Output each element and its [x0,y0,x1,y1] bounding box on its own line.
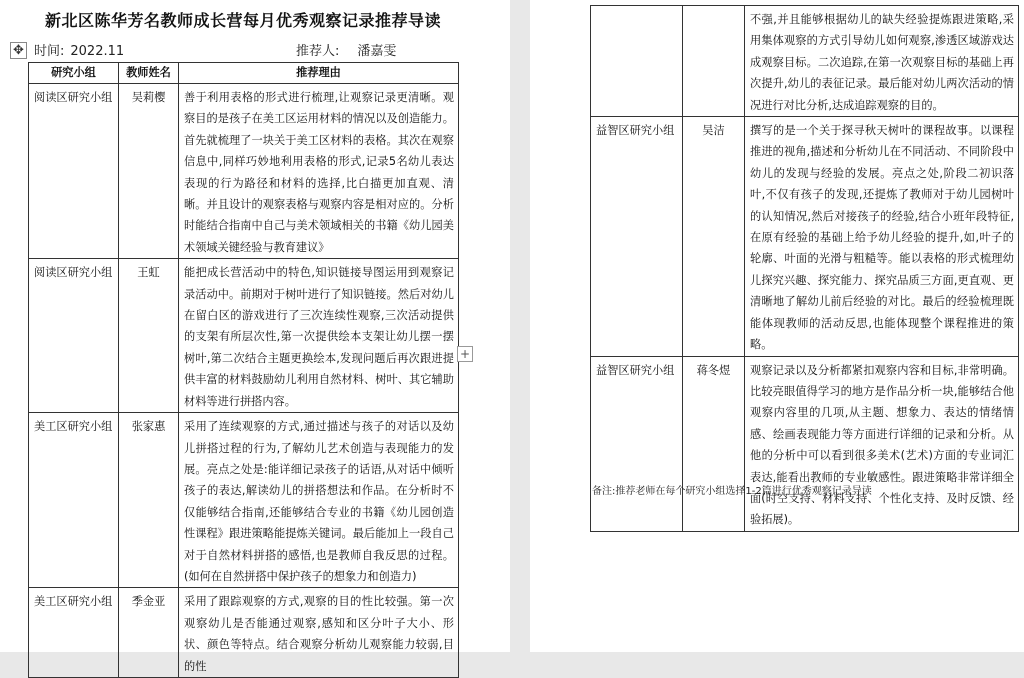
recommender-line [296,40,396,59]
teacher-cell: 王虹 [119,259,179,413]
reason-cell: 采用了连续观察的方式,通过描述与孩子的对话以及幼儿拼搭过程的行为,了解幼儿艺术创造与表现能力的发展。亮点之处是:能详细记录孩子的话语,从对话中倾听孩子的表达,解读幼儿的拼搭想法和作品。在分析时不仅能够结合指南,还能够结合专业的书籍《幼儿园创造性课程》跟进策略能提炼关键词。最后能加上一段自己对于自然材料拼搭的感悟,也是教师自我反思的过程。(如何在自然拼搭中保护孩子的想象力和创造力) [179,413,459,588]
reason-cell: 不强,并且能够根据幼儿的缺失经验提炼跟进策略,采用集体观察的方式引导幼儿如何观察,渗透区域游戏达成观察目标。二次追踪,在第一次观察目标的基础上再次提升,幼儿的表征记录。最后能对幼儿两次活动的情况进行对比分析,达成追踪观察的目的。 [745,6,1019,117]
recommendation-table [28,62,459,678]
table-row [591,117,1019,356]
document-page-left [0,0,510,673]
teacher-cell: 蒋冬煜 [683,356,745,531]
date-line [34,40,124,59]
teacher-cell: 吴洁 [683,117,745,356]
table-header-row [29,63,459,84]
teacher-cell: 张家惠 [119,413,179,588]
header-group: 研究小组 [29,63,119,84]
reason-cell: 撰写的是一个关于探寻秋天树叶的课程故事。以课程推进的视角,描述和分析幼儿在不同活动、不同阶段中幼儿的发现与经验的发展。亮点之处,阶段二初识落叶,不仅有孩子的发现,还提炼了教师对于幼儿园树叶的认知情况,然后对接孩子的经验,结合小班年段特征,在原有经验的基础上给予幼儿经验的提升,如,叶子的轮廓、叶面的光滑与粗糙等。能以表格的形式梳理幼儿探究兴趣、探究能力、探究品质三方面,更直观、更清晰地了解幼儿前后经验的对比。最后的经验梳理既能体现教师的活动反思,也能体现整个课程推进的策略。 [745,117,1019,356]
table-row [29,259,459,413]
group-cell: 阅读区研究小组 [29,259,119,413]
document-title: 新北区陈华芳名教师成长营每月优秀观察记录推荐导读 [44,11,441,30]
table-row [29,413,459,588]
group-cell: 益智区研究小组 [591,356,683,531]
group-cell: 益智区研究小组 [591,117,683,356]
recommendation-table-continued [590,5,1019,532]
group-cell: 美工区研究小组 [29,588,119,678]
recommender-label: 推荐人: [296,44,340,59]
document-page-right [530,0,1024,652]
table-row [29,84,459,259]
page-gap [510,0,530,652]
move-arrows-icon[interactable]: ✥ [10,42,27,59]
table-row [591,6,1019,117]
header-teacher: 教师姓名 [119,63,179,84]
header-reason: 推荐理由 [179,63,459,84]
reason-cell: 能把成长营活动中的特色,知识链接导图运用到观察记录活动中。前期对于树叶进行了知识链接。然后对幼儿在留白区的游戏进行了三次连续性观察,三次活动提供的支架有所层次性,第一次提供绘本支架让幼儿摆一摆树叶,第二次结合主题更换绘本,发现问题后再次跟进提供丰富的材料鼓励幼儿利用自然材料、树叶、其它辅助材料等进行拼搭内容。 [179,259,459,413]
plus-icon[interactable]: + [457,346,473,362]
table-note: 备注:推荐老师在每个研究小组选择1-2篇进行优秀观察记录导读 [592,486,872,497]
table-row [29,588,459,678]
reason-cell: 观察记录以及分析都紧扣观察内容和目标,非常明确。比较亮眼值得学习的地方是作品分析一块,能够结合他观察内容里的几项,从主题、想象力、表达的情绪情感、绘画表现能力等方面进行详细的记录和分析。从他的分析中可以看到很多美术(艺术)方面的专业词汇表达,能看出教师的专业敏感性。跟进策略非常详细全面(时空支持、材料支持、个性化支持、及时反馈、经验拓展)。 [745,356,1019,531]
reason-cell: 善于利用表格的形式进行梳理,让观察记录更清晰。观察目的是孩子在美工区运用材料的情况以及创造能力。首先就梳理了一块关于美工区材料的表格。其次在观察信息中,同样巧妙地利用表格的形式,记录5名幼儿表达表现的行为路径和材料的选择,比白描更加直观、清晰。并且设计的观察表格与观察内容是相对应的。分析时能结合指南中自己与美术领域相关的书籍《幼儿园美术领域关键经验与教育建议》 [179,84,459,259]
table-row [591,356,1019,531]
date-label: 时间: [34,44,65,59]
teacher-cell: 季金亚 [119,588,179,678]
teacher-cell: 吴莉樱 [119,84,179,259]
date-value: 2022.11 [70,44,125,59]
group-cell: 美工区研究小组 [29,413,119,588]
recommender-value: 潘嘉雯 [357,44,397,59]
group-cell: 阅读区研究小组 [29,84,119,259]
reason-cell: 采用了跟踪观察的方式,观察的目的性比较强。第一次观察幼儿是否能通过观察,感知和区分叶子大小、形状、颜色等特点。结合观察分析幼儿观察能力较弱,目的性 [179,588,459,678]
